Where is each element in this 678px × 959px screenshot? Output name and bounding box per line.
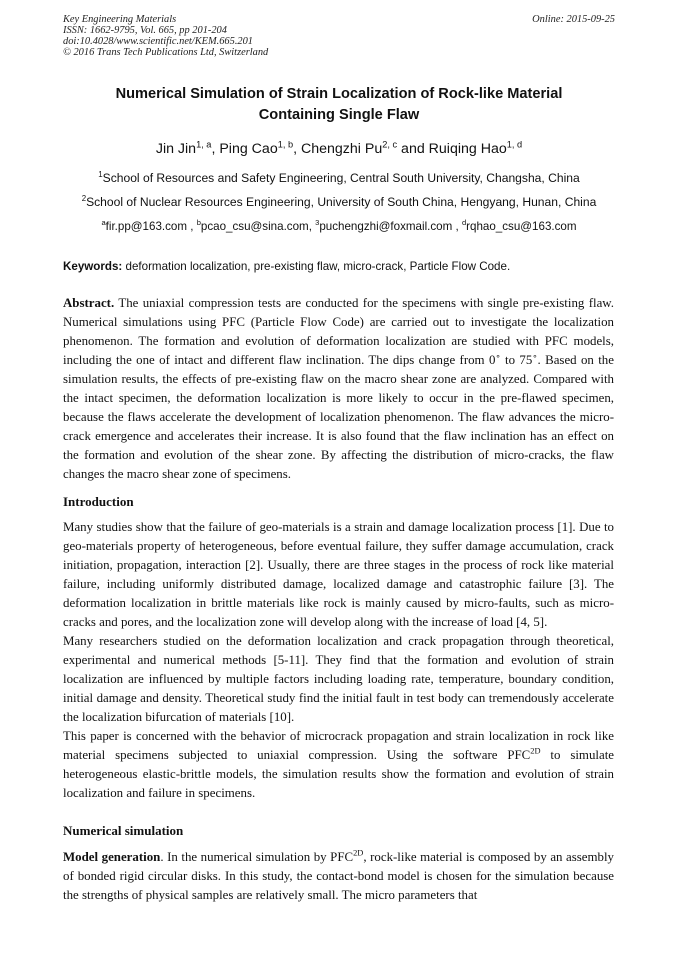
issn-line: ISSN: 1662-9795, Vol. 665, pp 201-204 [63,25,227,36]
author-name: Chengzhi Pu [301,141,383,157]
email-sup: b [196,218,201,228]
author-name: Jin Jin [155,141,197,157]
doi-line[interactable]: doi:10.4028/www.scientific.net/KEM.665.201 [63,36,253,47]
abstract [63,294,614,484]
paragraph: Many studies show that the failure of geo-materials is a strain and damage localization process [1]. Due to geo-materials property of heterogeneous, before eventual failure, they suffer damage accumulation, crack initiation, propagation, interaction [2]. Usually, there are three stages in the process of rock like material failure, including uniformly distributed damage, localized damage and catastrophic failure [3]. The deformation localization in brittle materials like rock is mainly caused by micro-faults, such as micro-cracks and pores, and the localization zone will develop along with the increase of load [4, 5]. [63,520,614,629]
author-separator: and [397,141,429,157]
author-sup: 1, b [277,139,294,150]
author-sup: 1, d [506,139,523,150]
author-name: Ping Cao [219,141,278,157]
email-sup: d [461,218,467,228]
model-generation-paragraph [63,848,614,905]
journal-name: Key Engineering Materials [63,14,177,25]
email[interactable]: pcao_csu@sina.com, [200,220,316,233]
introduction-body [63,518,614,803]
abstract-label: Abstract. [63,296,115,310]
pfc-sup: 2D [353,848,364,858]
section-heading-introduction: Introduction [63,494,134,509]
affiliation-sup: 1 [98,169,103,179]
author-separator: , [211,141,220,157]
keywords-label: Keywords: [63,260,123,273]
title-line-1: Numerical Simulation of Strain Localization of Rock-like Material [115,86,563,102]
abstract-text: The uniaxial compression tests are conducted for the specimens with single pre-existing flaw. Numerical simulations using PFC (Particle Flow Code) are carried out to investigate the localization phenomenon. The formation and evolution of deformation localization are studied with PFC models, including the one of intact and different flaw inclination. The dips change from 0 [63,296,614,367]
email[interactable]: fir.pp@163.com , [105,220,197,233]
copyright-line: © 2016 Trans Tech Publications Ltd, Switzerland [63,47,269,58]
paper-title [80,84,598,126]
author-separator: , [293,141,301,157]
section-heading-numerical-simulation: Numerical simulation [63,823,184,838]
pfc-sup: 2D [530,746,541,756]
author-sup: 1, a [196,139,212,150]
author-name: Ruiqing Hao [428,141,507,157]
paragraph: Many researchers studied on the deformation localization and crack propagation through theoretical, experimental and numerical methods [5-11]. They find that the formation and evolution of strain localization are influenced by multiple factors including loading rate, temperature, boundary condition, initial damage and density. Theoretical study find the initial fault in test body can tremendously accelerate the localization bifurcation of materials [10]. [63,634,614,724]
email[interactable]: rqhao_csu@163.com [466,220,577,233]
affiliation-sup: 2 [81,193,87,203]
paragraph-text: , rock-like material is composed by an assembly of bonded rigid circular disks. In this study, the contact-bond model is chosen for the simulation because the strengths of physical samples are relatively small. The micro parameters that [63,850,614,902]
keywords-text: deformation localization, pre-existing flaw, micro-crack, Particle Flow Code. [122,260,511,273]
title-line-2: Containing Single Flaw [258,107,420,123]
affiliation-2 [0,195,678,209]
online-date: Online: 2015-09-25 [532,14,615,25]
author-emails [0,220,678,233]
author-sup: 2, c [382,139,398,150]
degree-sup: ∘ [532,351,538,361]
email-sup: a [101,218,106,228]
model-generation-label: Model generation [63,850,161,864]
affiliation-text: School of Nuclear Resources Engineering, University of South China, Hengyang, Hunan, China [86,195,597,209]
abstract-text: . Based on the simulation results, the effects of pre-existing flaw on the macro shear zone are analyzed. Compared with the intact specimen, the deformation localization is more likely to occur in the pre-flawed specimen, because the flaws accelerate the development of localization phenomenon. The flaw advances the micro-crack emergence and accelerates their increase. It is also found that the flaw inclination has an effect on the formation and evolution of the shear zone. By affecting the distribution of micro-cracks, the flaw changes the macro shear zone of specimens. [63,353,614,481]
abstract-text: to 75 [500,353,533,367]
degree-sup: ∘ [495,351,501,361]
paragraph-text: . In the numerical simulation by PFC [160,850,354,864]
paragraph-text: to simulate heterogeneous elastic-brittle models, the simulation results show the formation and evolution of strain localization and failure in specimens. [63,748,615,800]
affiliation-1 [0,171,678,185]
journal-header [63,14,268,58]
paragraph-text: This paper is concerned with the behavior of microcrack propagation and strain localization in rock like material specimens subjected to uniaxial compression. Using the software PFC [63,729,614,762]
email[interactable]: puchengzhi@foxmail.com , [319,220,462,233]
author-list [0,141,678,157]
affiliation-text: School of Resources and Safety Engineering, Central South University, Changsha, China [102,171,580,185]
email-sup: 3 [315,218,320,228]
paragraph [63,727,614,803]
keywords [63,260,510,273]
